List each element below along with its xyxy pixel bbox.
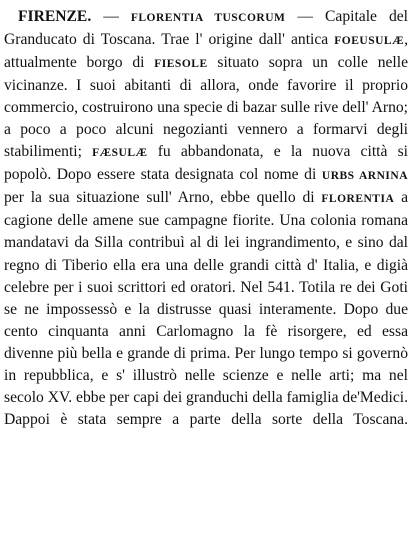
entry-text: fu abbandonata, e la nuova città si popolò. Dopo essere stata designata col nome di: [4, 143, 408, 184]
place-name: URBS ARNINA: [321, 170, 409, 183]
entry-text: , attualmente borgo di: [4, 31, 408, 72]
place-name: FIESOLE: [154, 58, 208, 71]
entry-text: Capitale del Granducato di Toscana. Trae l' origine dall' antica: [4, 8, 409, 49]
place-name: FLORENTIA: [321, 193, 395, 206]
separator-dash: —: [91, 8, 131, 25]
entry-headword: FIRENZE.: [18, 8, 92, 25]
entry-text: per la sua situazione sull' Arno, ebbe quello di: [4, 189, 322, 207]
entry-text: situato sopra un colle nelle vicinanze. I suoi abitanti di allora, onde favorire il proprio commercio, costruirono una specie di bazar sulle rive dell' Arno; a poco a poco alcuni negozianti vennero a formarvi degli stabilimenti;: [4, 54, 408, 161]
entry-text: a cagione delle amene sue campagne fiorite. Una colonia romana mandatavi da Silla contribuì al di lei ingrandimento, e sino dal regno di Tiberio ella era una delle grandi città d' Italia, e digià celebre per i suoi scrittori ed oratori. Nel 541. Totila re dei Goti se ne impossessò e la distrusse quasi interamente. Dopo due cento cinquanta anni Carlomagno la fè risorgere, ed essa divenne più bella e grande di prima. Per lungo tempo si governò in repubblica, e s' illustrò nelle scienze e nelle arti; ma nel secolo XV. ebbe per capi dei granduchi della famiglia de'Medici. Dappoi è stata sempre a parte della sorte della Toscana.: [4, 189, 408, 428]
place-name: FOEUSULÆ: [334, 35, 405, 48]
entry-paragraph: [4, 6, 408, 431]
place-name: FÆSULÆ: [92, 147, 148, 160]
latin-name: FLORENTIA TUSCORUM: [130, 12, 286, 24]
separator-dash: —: [285, 8, 325, 25]
